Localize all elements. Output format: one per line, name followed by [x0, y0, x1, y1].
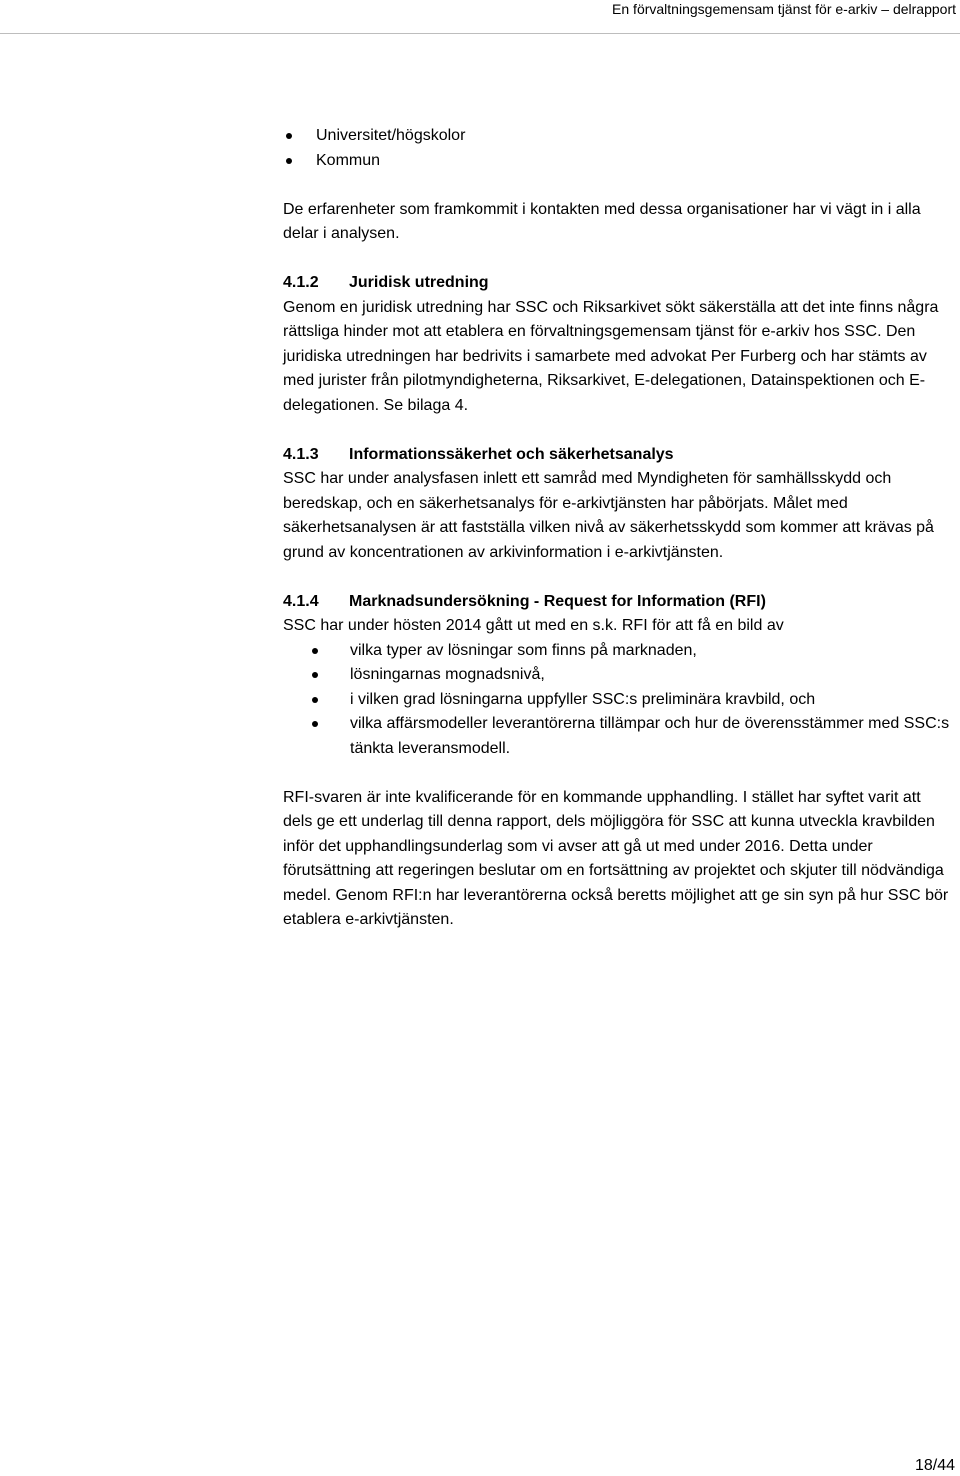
rfi-question-list: [309, 639, 953, 762]
section-body: Genom en juridisk utredning har SSC och Riksarkivet sökt säkerställa att det inte finns några rättsliga hinder mot att etablera en förvaltningsgemensam tjänst för e-arkiv hos SSC. Den juridiska utredningen har bedrivits i samarbete med advokat Per Furberg och har stämts av med jurister från pilotmyndigheterna, Riksarkivet, E-delegationen, Datainspektionen och E-delegationen. Se bilaga 4.: [283, 298, 939, 414]
organisation-list: [283, 124, 953, 173]
list-item: Universitet/högskolor: [283, 124, 953, 149]
intro-paragraph: De erfarenheter som framkommit i kontakten med dessa organisationer har vi vägt in i alla delar i analysen.: [283, 200, 921, 242]
running-header: En förvaltningsgemensam tjänst för e-arkiv – delrapport: [612, 1, 956, 17]
header-divider: [0, 33, 960, 34]
list-item: i vilken grad lösningarna uppfyller SSC:s preliminära kravbild, och: [309, 688, 953, 713]
page-content: [283, 124, 953, 933]
page-number: 18/44: [914, 1457, 955, 1474]
list-item: vilka typer av lösningar som finns på marknaden,: [309, 639, 953, 664]
section-heading-4-1-2: [283, 271, 953, 296]
section-heading-4-1-4: [283, 590, 953, 615]
section-number: 4.1.2: [283, 274, 319, 291]
closing-paragraph: RFI-svaren är inte kvalificerande för en kommande upphandling. I stället har syftet varit att dels ge ett underlag till denna rapport, dels möjliggöra för SSC att kunna utveckla kravbilden inför det upphandlingsunderlag som vi avser att gå ut med under 2016. Detta under förutsättning att regeringen beslutar om en fortsättning av projektet och skjuter till nödvändiga medel. Genom RFI:n har leverantörerna också beretts möjlighet att ge sin syn på hur SSC bör etablera e-arkivtjänsten.: [283, 788, 949, 928]
section-title: Informationssäkerhet och säkerhetsanalys: [349, 445, 674, 463]
list-item: vilka affärsmodeller leverantörerna tillämpar och hur de överensstämmer med SSC:s tänkta leveransmodell.: [309, 712, 953, 761]
section-title: Juridisk utredning: [349, 274, 489, 291]
section-number: 4.1.4: [283, 592, 319, 610]
section-body: SSC har under analysfasen inlett ett samråd med Myndigheten för samhällsskydd och beredskap, och en säkerhetsanalys för e-arkivtjänsten har påbörjats. Målet med säkerhetsanalysen är att fastställa vilken nivå av säkerhetsskydd som kommer att krävas på grund av koncentrationen av arkivinformation i e-arkivtjänsten.: [283, 470, 934, 561]
section-title: Marknadsundersökning - Request for Information (RFI): [349, 592, 766, 610]
list-item: Kommun: [283, 149, 953, 174]
section-heading-4-1-3: [283, 443, 953, 468]
list-item: lösningarnas mognadsnivå,: [309, 663, 953, 688]
section-number: 4.1.3: [283, 445, 319, 463]
section-intro: SSC har under hösten 2014 gått ut med en s.k. RFI för att få en bild av: [283, 617, 784, 634]
